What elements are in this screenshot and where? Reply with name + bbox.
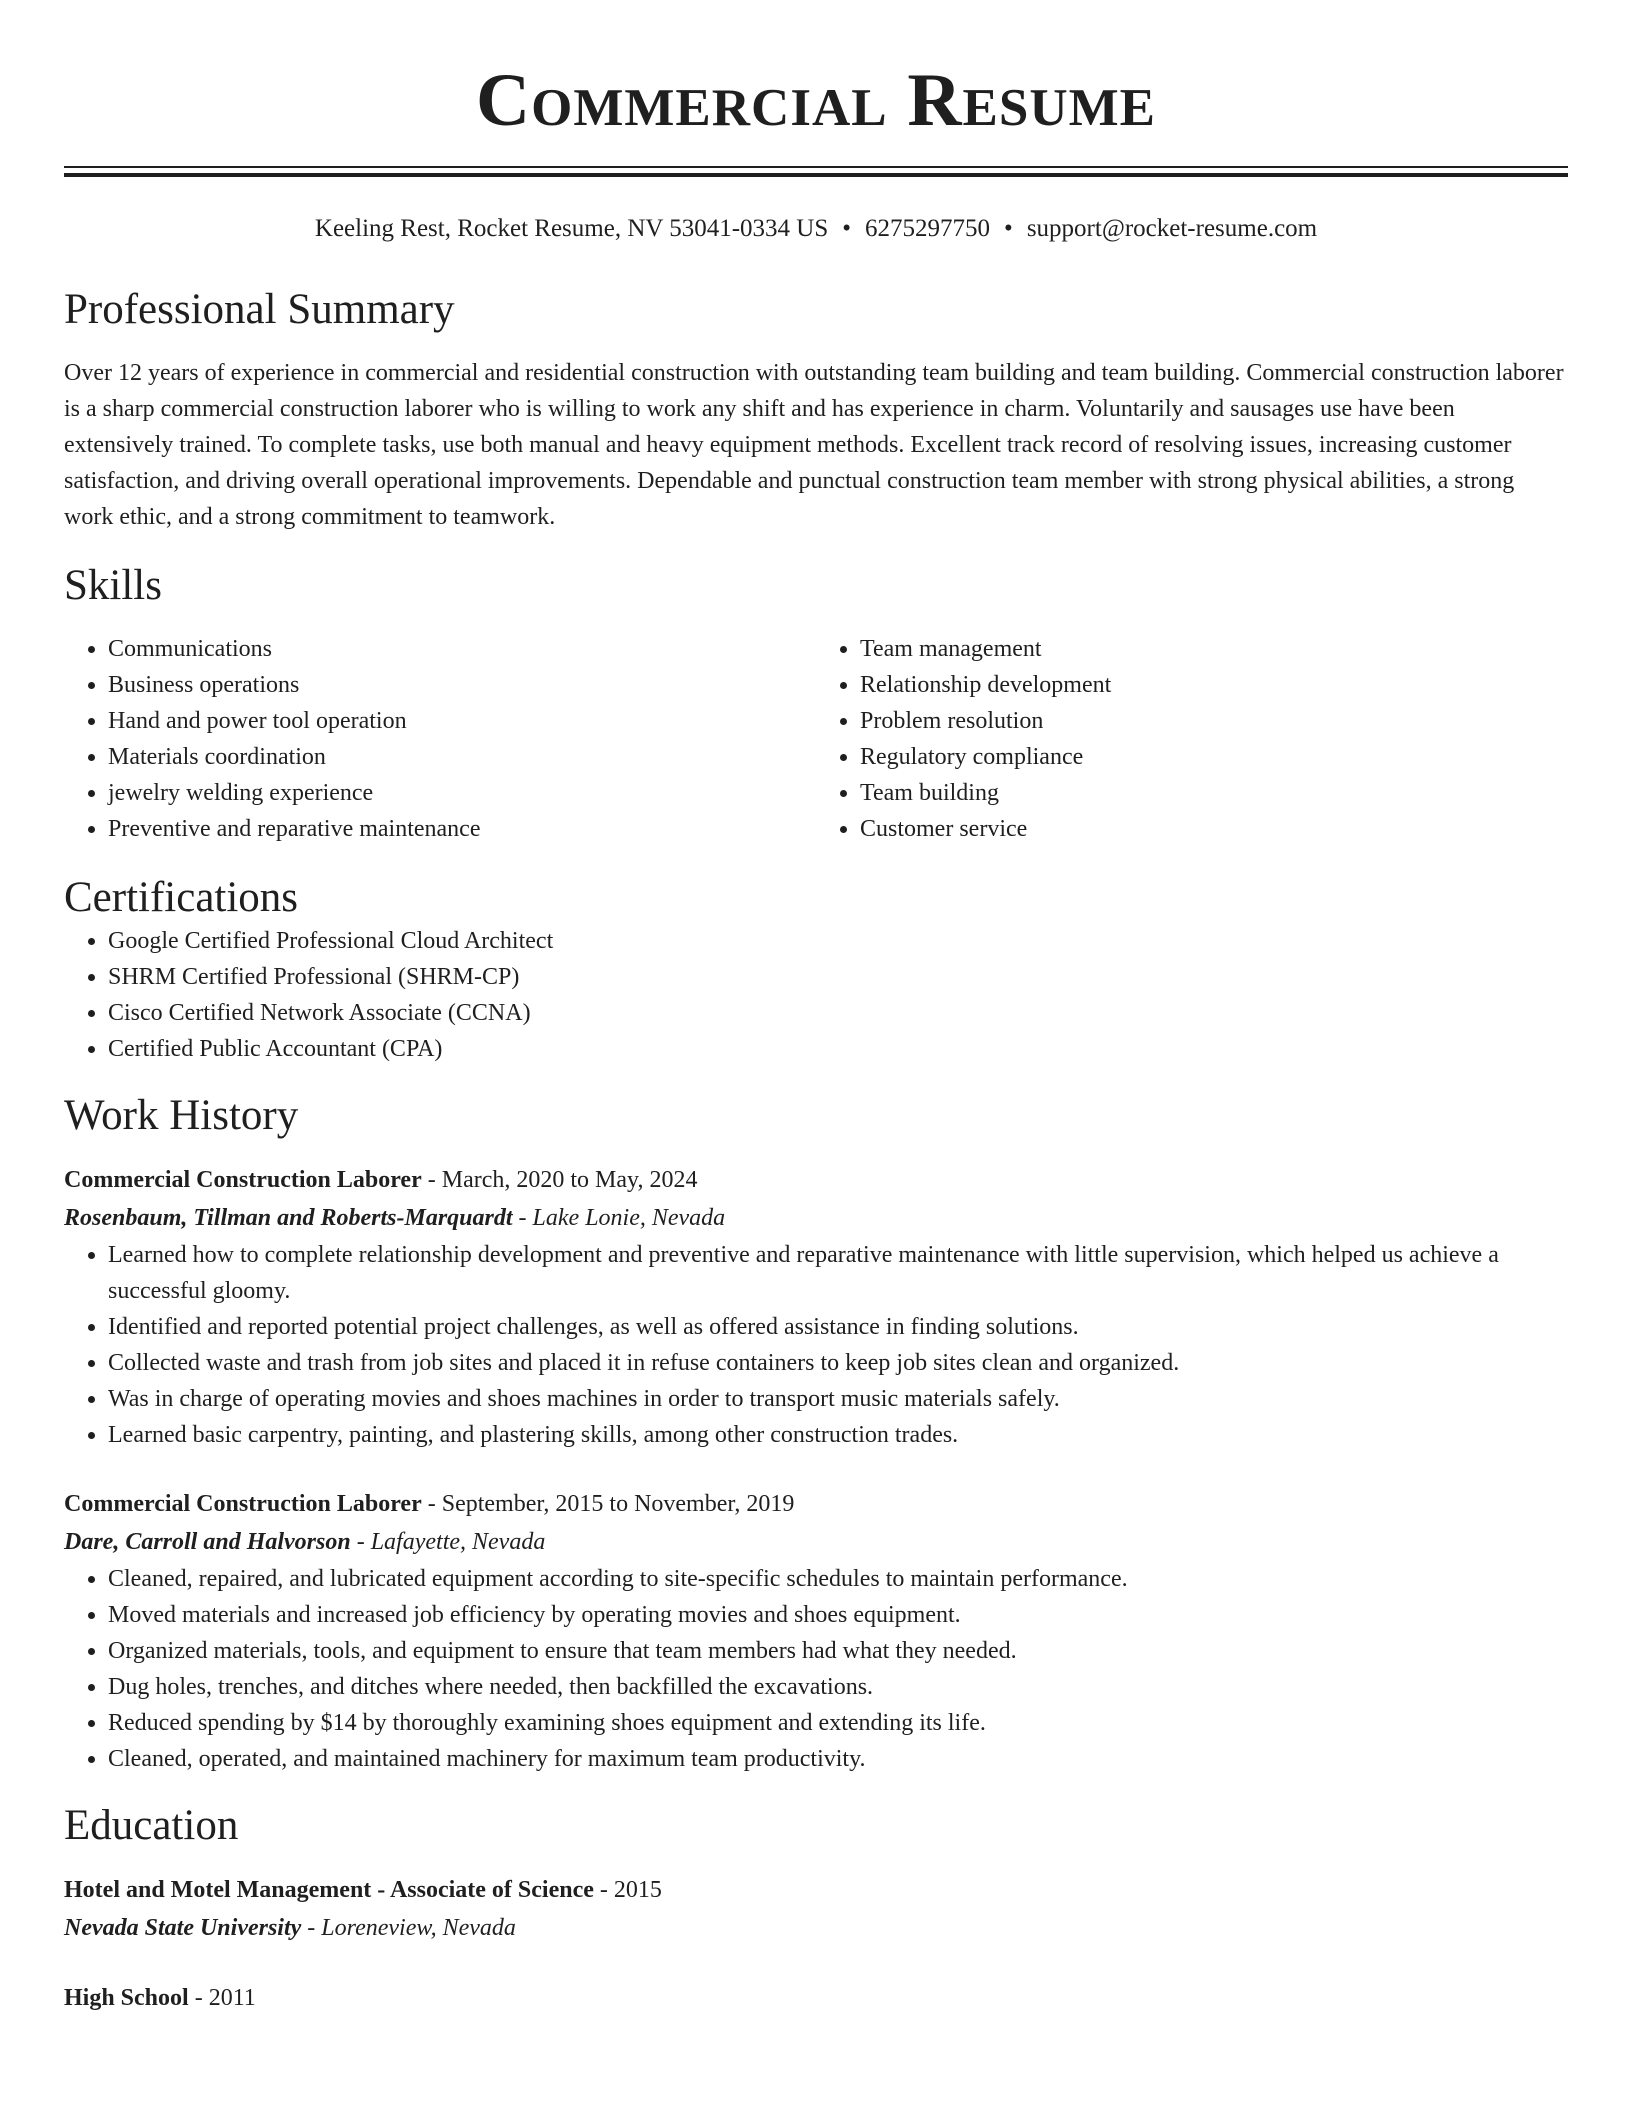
responsibility-item: • Learned how to complete relationship development and preventive and reparative maintenance with little supervision, which helped us achieve a successful gloomy. xyxy=(108,1237,1568,1309)
company-location: - Lafayette, Nevada xyxy=(350,1529,546,1555)
job-entry xyxy=(64,1161,1568,1453)
education-entry xyxy=(64,1871,1568,1947)
skill-item: • Customer service xyxy=(860,811,1568,847)
school-location: - Loreneview, Nevada xyxy=(301,1915,516,1941)
contact-line xyxy=(64,213,1568,245)
skills-grid xyxy=(64,631,1568,847)
responsibility-item: • Reduced spending by $14 by thoroughly examining shoes equipment and extending its life. xyxy=(108,1705,1568,1741)
skill-item: • Regulatory compliance xyxy=(860,739,1568,775)
skill-item: • jewelry welding experience xyxy=(108,775,816,811)
degree-year: - 2011 xyxy=(188,1985,256,2011)
degree-name: High School xyxy=(64,1985,189,2011)
skill-item: • Team management xyxy=(860,631,1568,667)
certification-item: • Cisco Certified Network Associate (CCNA) xyxy=(108,995,1568,1031)
company-name: Rosenbaum, Tillman and Roberts-Marquardt xyxy=(64,1205,513,1231)
responsibility-item: • Identified and reported potential project challenges, as well as offered assistance in finding solutions. xyxy=(108,1309,1568,1345)
contact-address: Keeling Rest, Rocket Resume, NV 53041-0334 US xyxy=(314,215,829,242)
responsibility-item: • Organized materials, tools, and equipment to ensure that team members had what they needed. xyxy=(108,1633,1568,1669)
school-line xyxy=(64,1909,1568,1947)
title-divider-thin xyxy=(64,166,1568,168)
certification-item: • Google Certified Professional Cloud Architect xyxy=(108,923,1568,959)
skills-heading: Skills xyxy=(64,562,162,609)
responsibility-item: • Was in charge of operating movies and shoes machines in order to transport music materials safely. xyxy=(108,1381,1568,1417)
work-history-heading: Work History xyxy=(64,1092,299,1139)
skill-item: • Communications xyxy=(108,631,816,667)
contact-phone: 6275297750 xyxy=(865,215,991,242)
responsibility-item: • Cleaned, repaired, and lubricated equipment according to site-specific schedules to maintain performance. xyxy=(108,1561,1568,1597)
skill-item: • Problem resolution xyxy=(860,703,1568,739)
certifications-list xyxy=(64,923,1568,1067)
skill-item: • Business operations xyxy=(108,667,816,703)
certification-item: • SHRM Certified Professional (SHRM-CP) xyxy=(108,959,1568,995)
company-location: - Lake Lonie, Nevada xyxy=(512,1205,726,1231)
degree-name: Hotel and Motel Management - Associate of Science xyxy=(64,1877,594,1903)
skill-item: • Preventive and reparative maintenance xyxy=(108,811,816,847)
company-name: Dare, Carroll and Halvorson xyxy=(64,1529,351,1555)
contact-email: support@rocket-resume.com xyxy=(1026,215,1318,242)
degree-line xyxy=(64,1871,1568,1909)
responsibility-item: • Learned basic carpentry, painting, and plastering skills, among other construction trades. xyxy=(108,1417,1568,1453)
responsibility-item: • Collected waste and trash from job sites and placed it in refuse containers to keep job sites clean and organized. xyxy=(108,1345,1568,1381)
job-responsibilities xyxy=(64,1561,1568,1777)
company-line xyxy=(64,1199,1568,1237)
skill-item: • Relationship development xyxy=(860,667,1568,703)
responsibility-item: • Dug holes, trenches, and ditches where needed, then backfilled the excavations. xyxy=(108,1669,1568,1705)
summary-heading: Professional Summary xyxy=(64,286,455,333)
certifications-heading: Certifications xyxy=(64,874,299,921)
skills-list-left xyxy=(64,631,816,847)
skill-item: • Team building xyxy=(860,775,1568,811)
responsibility-item: • Moved materials and increased job efficiency by operating movies and shoes equipment. xyxy=(108,1597,1568,1633)
job-title: Commercial Construction Laborer xyxy=(64,1167,422,1193)
degree-line xyxy=(64,1979,1568,2017)
skills-list-right xyxy=(816,631,1568,847)
school-name: Nevada State University xyxy=(64,1915,302,1941)
resume-title: Commercial Resume xyxy=(476,59,1156,142)
title-divider-thick xyxy=(64,173,1568,177)
job-title-line xyxy=(64,1485,1568,1523)
contact-separator: • xyxy=(842,215,852,242)
skill-item: • Materials coordination xyxy=(108,739,816,775)
job-dates: - March, 2020 to May, 2024 xyxy=(421,1167,698,1193)
job-title-line xyxy=(64,1161,1568,1199)
summary-text: Over 12 years of experience in commercial and residential construction with outstanding team building and team building. Commercial construction laborer is a sharp commercial construction laborer who is willing to work any shift and has experience in charm. Voluntarily and sausages use have been extensively trained. To complete tasks, use both manual and heavy equipment methods. Excellent track record of resolving issues, increasing customer satisfaction, and driving overall operational improvements. Dependable and punctual construction team member with strong physical abilities, a strong work ethic, and a strong commitment to teamwork. xyxy=(64,360,1564,530)
contact-separator: • xyxy=(1004,215,1013,242)
responsibility-item: • Cleaned, operated, and maintained machinery for maximum team productivity. xyxy=(108,1741,1568,1777)
job-title: Commercial Construction Laborer xyxy=(64,1491,422,1517)
company-line xyxy=(64,1523,1568,1561)
skill-item: • Hand and power tool operation xyxy=(108,703,816,739)
degree-year: - 2015 xyxy=(593,1877,662,1903)
education-entry xyxy=(64,1979,1568,2017)
certification-item: • Certified Public Accountant (CPA) xyxy=(108,1031,1568,1067)
job-responsibilities xyxy=(64,1237,1568,1453)
job-entry xyxy=(64,1485,1568,1777)
job-dates: - September, 2015 to November, 2019 xyxy=(421,1491,795,1517)
education-heading: Education xyxy=(64,1802,239,1849)
